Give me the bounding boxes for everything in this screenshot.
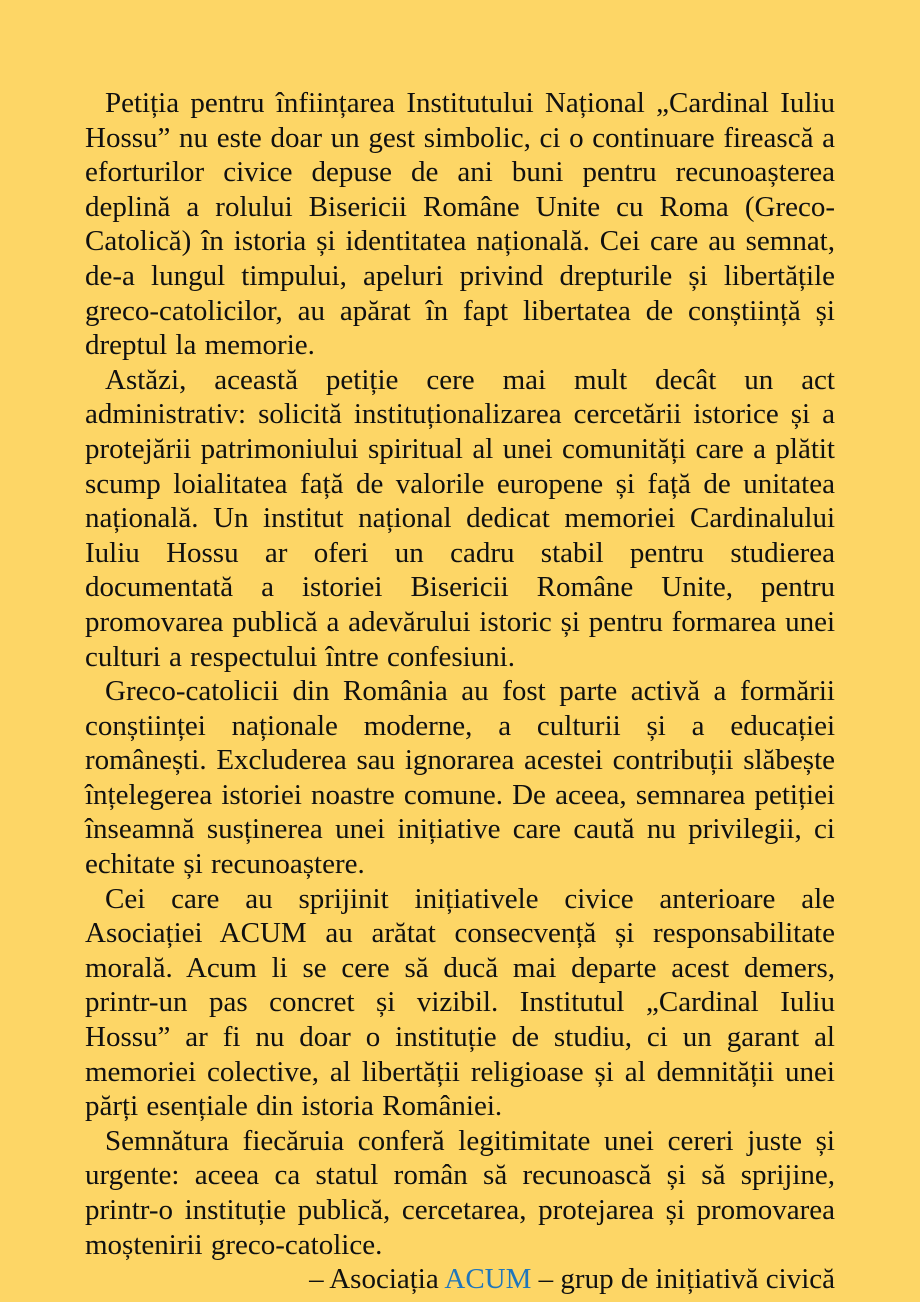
paragraphs: [85, 86, 835, 1262]
petition-body-text: [85, 86, 835, 1297]
paragraph: Cei care au sprijinit inițiativele civice anterioare ale Asociației ACUM au arătat consecvență și responsabilitate morală. Acum li se cere să ducă mai departe acest demers, printr-un pas concret și vizibil. Institutul „Cardinal Iuliu Hossu” ar fi nu doar o instituție de studiu, ci un garant al memoriei colective, al libertății religioase și al demnității unei părți esențiale din istoria României.: [85, 882, 835, 1123]
paragraph: Semnătura fiecăruia conferă legitimitate unei cereri juste și urgente: aceea ca statul român să recunoască și să sprijine, printr-o instituție publică, cercetarea, protejarea și promovarea moștenirii greco-catolice.: [85, 1124, 835, 1261]
signature-suffix: – grup de inițiativă civică: [531, 1263, 835, 1296]
paragraph: Astăzi, această petiție cere mai mult decât un act administrativ: solicită instituționalizarea cercetării istorice și a protejării patrimoniului spiritual al unei comunități care a plătit scump loialitatea față de valorile europene și față de unitatea națională. Un institut național dedicat memoriei Cardinalului Iuliu Hossu ar oferi un cadru stabil pentru studierea documentată a istoriei Bisericii Române Unite, pentru promovarea publică a adevărului istoric și pentru formarea unei culturi a respectului între confesiuni.: [85, 363, 835, 673]
paragraph: Petiția pentru înființarea Institutului Național „Cardinal Iuliu Hossu” nu este doar un gest simbolic, ci o continuare firească a eforturilor civice depuse de ani buni pentru recunoașterea deplină a rolului Bisericii Române Unite cu Roma (Greco-Catolică) în istoria și identitatea națională. Cei care au semnat, de-a lungul timpului, apeluri privind drepturile și libertățile greco-catolicilor, au apărat în fapt libertatea de conștiință și dreptul la memorie.: [85, 87, 835, 362]
paragraph: Greco-catolicii din România au fost parte activă a formării conștiinței naționale moderne, a culturii și a educației românești. Excluderea sau ignorarea acestei contribuții slăbește înțelegerea istoriei noastre comune. De aceea, semnarea petiției înseamnă susținerea unei inițiative care caută nu privilegii, ci echitate și recunoaștere.: [85, 675, 835, 881]
signature-line: [85, 1262, 835, 1297]
signature-prefix: – Asociația: [309, 1263, 445, 1296]
acum-link[interactable]: ACUM: [444, 1263, 532, 1296]
